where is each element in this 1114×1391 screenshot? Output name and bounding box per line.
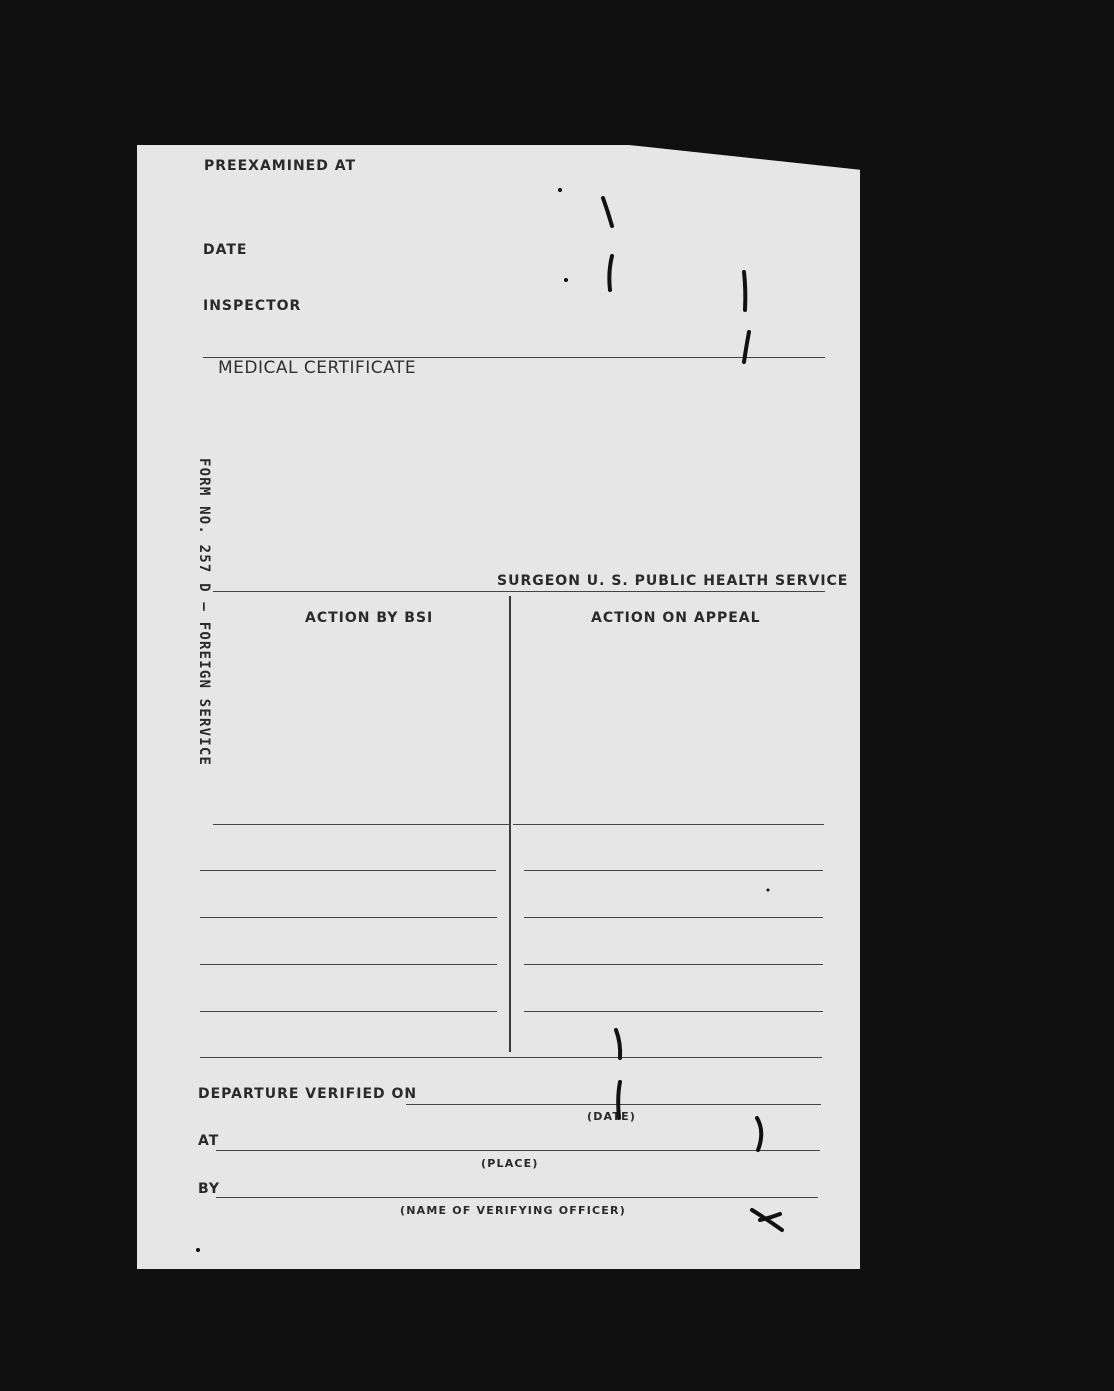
bsi-line-4 [200, 964, 497, 965]
place-line [216, 1150, 820, 1151]
action-on-appeal-heading: ACTION ON APPEAL [591, 610, 761, 626]
officer-line [216, 1197, 818, 1198]
at-label: AT [198, 1133, 220, 1149]
appeal-line-1 [513, 824, 824, 825]
form-number-label: FORM NO. 257 D — FOREIGN SERVICE [196, 458, 212, 767]
surgeon-signature-line [213, 591, 825, 592]
date-label: DATE [203, 242, 248, 258]
bsi-line-5 [200, 1011, 497, 1012]
surgeon-caption: SURGEON U. S. PUBLIC HEALTH SERVICE [497, 573, 849, 589]
by-label: BY [198, 1181, 221, 1197]
inspector-label: INSPECTOR [203, 298, 302, 314]
verifying-officer-caption: (NAME OF VERIFYING OFFICER) [400, 1204, 626, 1217]
bsi-line-3 [200, 917, 497, 918]
action-by-bsi-heading: ACTION BY BSI [305, 610, 434, 626]
departure-verified-on-label: DEPARTURE VERIFIED ON [198, 1086, 418, 1102]
departure-date-line [406, 1104, 821, 1105]
medical-certificate-label: MEDICAL CERTIFICATE [218, 358, 417, 378]
appeal-line-3 [524, 917, 823, 918]
place-caption: (PLACE) [481, 1157, 539, 1170]
bsi-line-2 [200, 870, 496, 871]
appeal-line-2 [524, 870, 823, 871]
bsi-line-1 [213, 824, 511, 825]
appeal-line-5 [524, 1011, 823, 1012]
section-bottom-line [200, 1057, 822, 1058]
appeal-line-4 [524, 964, 823, 965]
date-caption: (DATE) [587, 1110, 637, 1123]
preexamined-at-label: PREEXAMINED AT [204, 158, 357, 174]
